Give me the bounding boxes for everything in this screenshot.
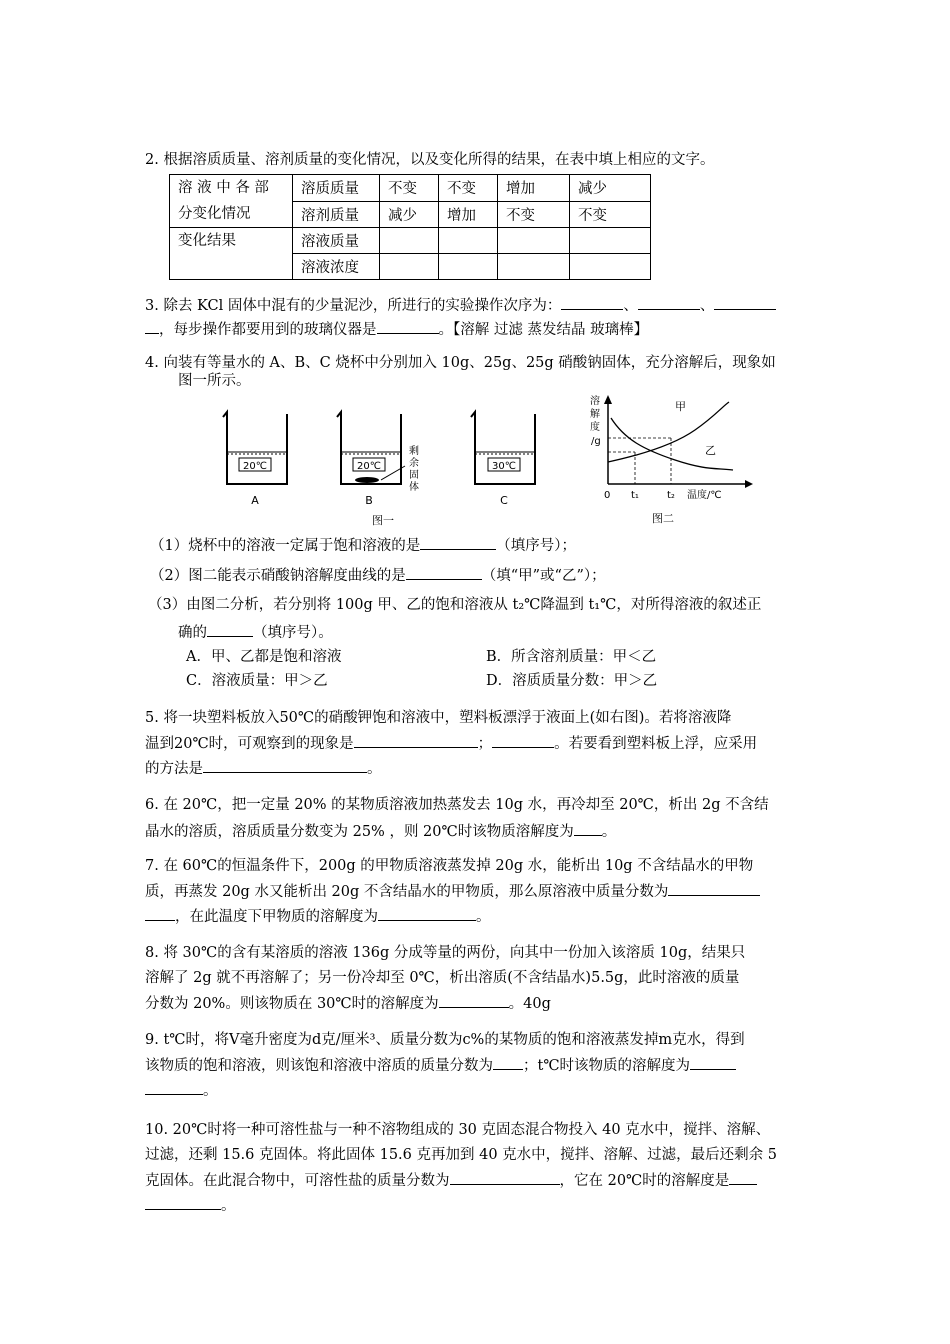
q10-line3 bbox=[145, 1170, 757, 1191]
q4-option-a: A．甲、乙都是饱和溶液 bbox=[186, 649, 342, 665]
q8-line3 bbox=[145, 993, 551, 1014]
q4-line2: 图一所示。 bbox=[178, 373, 251, 389]
q4-sub2 bbox=[150, 565, 606, 586]
answer-blank[interactable] bbox=[377, 319, 439, 334]
answer-blank[interactable] bbox=[561, 295, 623, 310]
q7-line3 bbox=[145, 906, 491, 927]
q5-line2 bbox=[145, 733, 757, 754]
answer-blank[interactable] bbox=[145, 319, 159, 334]
q2-text: 2. 根据溶质质量、溶剂质量的变化情况，以及变化所得的结果，在表中填上相应的文字。 bbox=[145, 152, 715, 168]
q3-line1 bbox=[145, 295, 776, 316]
q4-sub2-text: （2）图二能表示硝酸钠溶解度曲线的是 bbox=[150, 568, 406, 584]
residual-solid bbox=[355, 477, 379, 483]
q3-text: 3. 除去 KCl 固体中混有的少量泥沙，所进行的实验操作次序为： bbox=[145, 298, 562, 314]
answer-blank[interactable] bbox=[668, 881, 760, 896]
q4-sub3-hint: （填序号）。 bbox=[253, 625, 333, 641]
beaker-c-temp: 30℃ bbox=[492, 461, 516, 472]
beaker-b-note-3: 固 bbox=[409, 470, 419, 481]
q6-line1: 6. 在 20℃，把一定量 20% 的某物质溶液加热蒸发去 10g 水，再冷却至 20℃，析出 2g 不含结 bbox=[145, 797, 769, 813]
table-cell: 增加 bbox=[439, 201, 498, 228]
q9-line1: 9. t℃时，将V毫升密度为d克/厘米³、质量分数为c%的某物质的饱和溶液蒸发掉m克水，得到 bbox=[145, 1032, 745, 1048]
curve-jia-label: 甲 bbox=[675, 400, 686, 413]
q10-line1: 10. 20℃时将一种可溶性盐与一种不溶物组成的 30 克固态混合物投入 40 克水中，搅拌、溶解、 bbox=[145, 1122, 771, 1138]
q4-line1: 4. 向装有等量水的 A、B、C 烧杯中分别加入 10g、25g、25g 硝酸钠固体，充分溶解后，现象如 bbox=[145, 355, 776, 371]
answer-blank[interactable] bbox=[207, 622, 253, 637]
table-cell-blank[interactable] bbox=[439, 228, 498, 254]
beaker-a bbox=[223, 412, 287, 507]
beaker-a-temp: 20℃ bbox=[243, 461, 267, 472]
q9-line3 bbox=[145, 1080, 218, 1101]
q4-option-b: B．所含溶剂质量：甲＜乙 bbox=[486, 649, 657, 665]
q4-figures bbox=[205, 392, 765, 530]
q8-text: 分数为 20%。则该物质在 30℃时的溶解度为 bbox=[145, 996, 439, 1012]
row-header-line1: 溶 液 中 各 部 bbox=[178, 180, 269, 196]
table-cell: 减少 bbox=[380, 201, 439, 228]
q6-text: 。 bbox=[601, 824, 617, 840]
q10-line2: 过滤，还剩 15.6 克固体。将此固体 15.6 克再加到 40 克水中，搅拌、溶解、过滤，最后还剩余 5 bbox=[145, 1147, 778, 1163]
q10-text: 克固体。在此混合物中，可溶性盐的质量分数为 bbox=[145, 1173, 450, 1189]
q7-text: 。 bbox=[476, 909, 491, 925]
beaker-b bbox=[337, 412, 419, 507]
q7-line1: 7. 在 60℃的恒温条件下，200g 的甲物质溶液蒸发掉 20g 水，能析出 10g 不含结晶水的甲物 bbox=[145, 858, 754, 874]
t2-label: t₂ bbox=[667, 490, 675, 501]
answer-blank[interactable] bbox=[145, 906, 175, 921]
q4-option-c: C．溶液质量：甲＞乙 bbox=[186, 673, 328, 689]
table-cell-blank[interactable] bbox=[570, 254, 651, 280]
answer-blank[interactable] bbox=[493, 1055, 523, 1070]
q5-text: 温到20℃时，可观察到的现象是 bbox=[145, 736, 354, 752]
beaker-b-label: B bbox=[365, 494, 373, 507]
curve-yi-label: 乙 bbox=[705, 444, 716, 457]
q4-sub1-hint: （填序号）； bbox=[496, 538, 576, 554]
t1-label: t₁ bbox=[631, 490, 639, 501]
answer-blank[interactable] bbox=[714, 295, 776, 310]
q5-line1: 5. 将一块塑料板放入50℃的硝酸钾饱和溶液中，塑料板漂浮于液面上(如右图)。若将溶液降 bbox=[145, 710, 732, 726]
beaker-b-note-1: 剩 bbox=[409, 446, 419, 457]
table-cell-blank[interactable] bbox=[498, 254, 570, 280]
origin-label: 0 bbox=[604, 490, 611, 501]
q9-text: ；t℃时该物质的溶解度为 bbox=[523, 1058, 691, 1074]
q9-text: 。 bbox=[203, 1083, 218, 1099]
row-label-solute: 溶质质量 bbox=[293, 175, 380, 202]
q10-text: 。 bbox=[221, 1198, 236, 1214]
answer-blank[interactable] bbox=[354, 733, 478, 748]
answer-blank[interactable] bbox=[439, 993, 509, 1008]
answer-blank[interactable] bbox=[492, 733, 554, 748]
ylabel-3: 度 bbox=[590, 422, 600, 433]
table-cell: 增加 bbox=[498, 175, 570, 202]
table-row-header-result: 变化结果 bbox=[170, 228, 293, 280]
q10-line4 bbox=[145, 1195, 236, 1216]
q5-line3 bbox=[145, 758, 382, 779]
q9-text: 该物质的饱和溶液，则该饱和溶液中溶质的质量分数为 bbox=[145, 1058, 493, 1074]
answer-blank[interactable] bbox=[690, 1055, 736, 1070]
q4-sub3-line1: （3）由图二分析，若分别将 100g 甲、乙的饱和溶液从 t₂℃降温到 t₁℃，对所得溶液的叙述正 bbox=[148, 597, 762, 613]
q8-line2: 溶解了 2g 就不再溶解了；另一份冷却至 0℃，析出溶质(不含结晶水)5.5g，此时溶液的质量 bbox=[145, 970, 740, 986]
beaker-a-label: A bbox=[251, 494, 259, 507]
beaker-b-temp: 20℃ bbox=[357, 461, 381, 472]
table-cell: 不变 bbox=[570, 201, 651, 228]
separator: 、 bbox=[699, 298, 715, 314]
q3-line2 bbox=[145, 319, 648, 340]
q6-text: 晶水的溶质，溶质质量分数变为 25% ，则 20℃时该物质溶解度为 bbox=[145, 824, 574, 840]
q7-text: 质，再蒸发 20g 水又能析出 20g 不含结晶水的甲物质，那么原溶液中质量分数为 bbox=[145, 884, 669, 900]
q4-sub3-line2 bbox=[178, 622, 333, 643]
answer-blank[interactable] bbox=[145, 1080, 203, 1095]
q8-text: 。40g bbox=[508, 996, 551, 1012]
table-cell-blank[interactable] bbox=[439, 254, 498, 280]
answer-blank[interactable] bbox=[145, 1195, 221, 1210]
q4-sub1 bbox=[150, 535, 576, 556]
answer-blank[interactable] bbox=[203, 758, 367, 773]
answer-blank[interactable] bbox=[450, 1170, 560, 1185]
table-row bbox=[170, 228, 651, 254]
q7-text: ，在此温度下甲物质的溶解度为 bbox=[175, 909, 378, 925]
answer-blank[interactable] bbox=[638, 295, 700, 310]
q10-text: ，它在 20℃时的溶解度是 bbox=[559, 1173, 730, 1189]
beaker-c bbox=[471, 412, 535, 507]
q8-line1: 8. 将 30℃的含有某溶质的溶液 136g 分成等量的两份，向其中一份加入该溶质 10g，结果只 bbox=[145, 945, 746, 961]
row-header-line2: 分变化情况 bbox=[178, 206, 251, 222]
q3-text: ，每步操作都要用到的玻璃仪器是 bbox=[159, 322, 377, 338]
separator: ； bbox=[477, 736, 493, 752]
q4-sub2-hint: （填“甲”或“乙”）； bbox=[481, 568, 606, 584]
row-label-solvent: 溶剂质量 bbox=[293, 201, 380, 228]
table-cell-blank[interactable] bbox=[380, 254, 439, 280]
q3-hint: 。【溶解 过滤 蒸发结晶 玻璃棒】 bbox=[438, 322, 649, 338]
table-cell: 不变 bbox=[380, 175, 439, 202]
xlabel: 温度/℃ bbox=[687, 490, 722, 501]
solubility-graph bbox=[590, 394, 753, 525]
q6-line2 bbox=[145, 821, 616, 842]
beaker-b-note-2: 余 bbox=[409, 458, 419, 469]
separator: 、 bbox=[623, 298, 638, 314]
beaker-b-note-4: 体 bbox=[409, 482, 419, 493]
answer-blank[interactable] bbox=[420, 535, 496, 550]
q4-sub3-text: 确的 bbox=[178, 625, 207, 641]
ylabel-2: 解 bbox=[590, 409, 600, 420]
answer-blank[interactable] bbox=[406, 565, 482, 580]
answer-blank[interactable] bbox=[574, 821, 602, 836]
solution-change-table bbox=[169, 174, 651, 280]
table-cell: 不变 bbox=[498, 201, 570, 228]
q7-line2 bbox=[145, 881, 760, 902]
q5-text: 。 bbox=[367, 761, 382, 777]
q5-text: 。若要看到塑料板上浮，应采用 bbox=[554, 736, 758, 752]
answer-blank[interactable] bbox=[729, 1170, 757, 1185]
ylabel-1: 溶 bbox=[590, 396, 600, 407]
fig1-caption: 图一 bbox=[372, 514, 394, 527]
row-label-concentration: 溶液浓度 bbox=[293, 254, 380, 280]
fig2-caption: 图二 bbox=[652, 512, 674, 525]
table-cell-blank[interactable] bbox=[380, 228, 439, 254]
beaker-c-label: C bbox=[500, 494, 508, 507]
table-cell-blank[interactable] bbox=[498, 228, 570, 254]
table-row-header-change bbox=[170, 175, 293, 228]
table-cell: 减少 bbox=[570, 175, 651, 202]
table-row bbox=[170, 175, 651, 202]
table-cell: 不变 bbox=[439, 175, 498, 202]
table-cell-blank[interactable] bbox=[570, 228, 651, 254]
ylabel-4: /g bbox=[591, 436, 601, 447]
q4-sub1-text: （1）烧杯中的溶液一定属于饱和溶液的是 bbox=[150, 538, 421, 554]
answer-blank[interactable] bbox=[378, 906, 476, 921]
q5-text: 的方法是 bbox=[145, 761, 203, 777]
q4-option-d: D．溶质质量分数：甲＞乙 bbox=[486, 673, 658, 689]
q9-line2 bbox=[145, 1055, 736, 1076]
row-label-solution-mass: 溶液质量 bbox=[293, 228, 380, 254]
